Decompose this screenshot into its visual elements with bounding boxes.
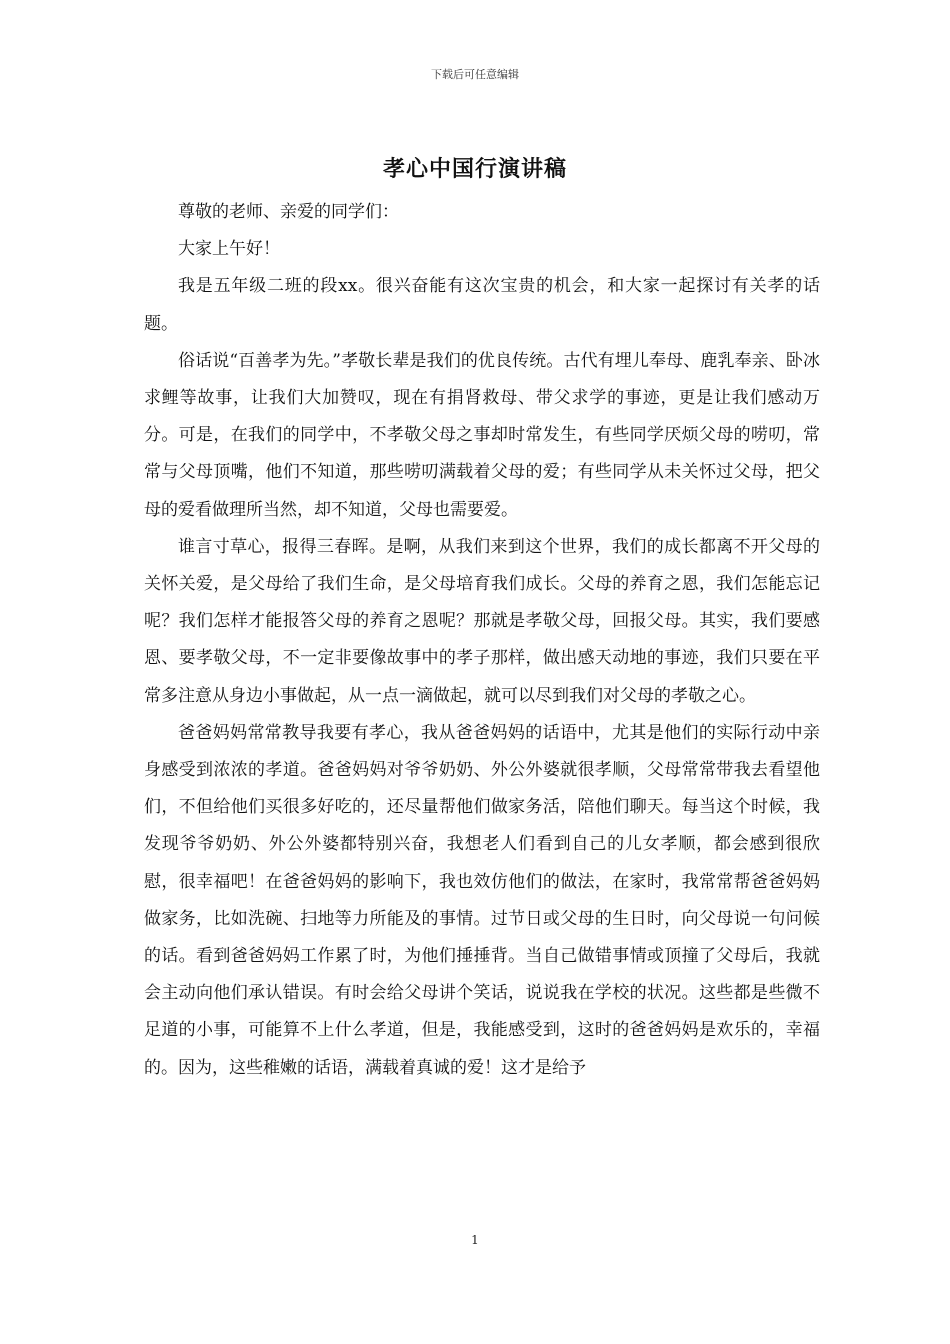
salutation: 尊敬的老师、亲爱的同学们： <box>178 202 399 222</box>
greeting: 大家上午好！ <box>178 239 280 260</box>
paragraph-filial-tradition: 俗话说“百善孝为先。”孝敬长辈是我们的优良传统。古代有埋儿奉母、鹿乳奉亲、卧冰求鲤等故事，让我们大加赞叹，现在有捐肾救母、带父求学的事迹，更是让我们感动万分。可是，在我们的同学中，不孝敬父母之事却时常发生，有些同学厌烦父母的唠叨，常常与父母顶嘴，他们不知道，那些唠叨满载着父母的爱；有些同学从未关怀过父母，把父母的爱看做理所当然，却不知道，父母也需要爱。 <box>144 350 820 520</box>
paragraph-personal-example: 爸爸妈妈常常教导我要有孝心，我从爸爸妈妈的话语中，尤其是他们的实际行动中亲身感受到浓浓的孝道。爸爸妈妈对爷爷奶奶、外公外婆就很孝顺，父母常常带我去看望他们，不但给他们买很多好吃的，还尽量帮他们做家务活，陪他们聊天。每当这个时候，我发现爷爷奶奶、外公外婆都特别兴奋，我想老人们看到自己的儿女孝顺，都会感到很欣慰，很幸福吧！在爸爸妈妈的影响下，我也效仿他们的做法，在家时，我常常帮爸爸妈妈做家务，比如洗碗、扫地等力所能及的事情。过节日或父母的生日时，向父母说一句问候的话。看到爸爸妈妈工作累了时，为他们捶捶背。当自己做错事情或顶撞了父母后，我就会主动向他们承认错误。有时会给父母讲个笑话，说说我在学校的状况。这些都是些微不足道的小事，可能算不上什么孝道，但是，我能感受到，这时的爸爸妈妈是欢乐的，幸福的。因为，这些稚嫩的话语，满载着真诚的爱！这才是给予 <box>144 722 820 1078</box>
document-body <box>144 194 820 1087</box>
document-title: 孝心中国行演讲稿 <box>382 156 567 182</box>
paragraph-repaying-parents: 谁言寸草心，报得三春晖。是啊，从我们来到这个世界，我们的成长都离不开父母的关怀关爱，是父母给了我们生命，是父母培育我们成长。父母的养育之恩，我们怎能忘记呢？我们怎样才能报答父母的养育之恩呢？那就是孝敬父母，回报父母。其实，我们要感恩、要孝敬父母，不一定非要像故事中的孝子那样，做出感天动地的事迹，我们只要在平常多注意从身边小事做起，从一点一滴做起，就可以尽到我们对父母的孝敬之心。 <box>144 536 820 706</box>
paragraph-introduction: 我是五年级二班的段xx。很兴奋能有这次宝贵的机会，和大家一起探讨有关孝的话题。 <box>144 276 820 334</box>
page-header-note: 下载后可任意编辑 <box>431 68 519 81</box>
page-number: 1 <box>471 1233 479 1247</box>
